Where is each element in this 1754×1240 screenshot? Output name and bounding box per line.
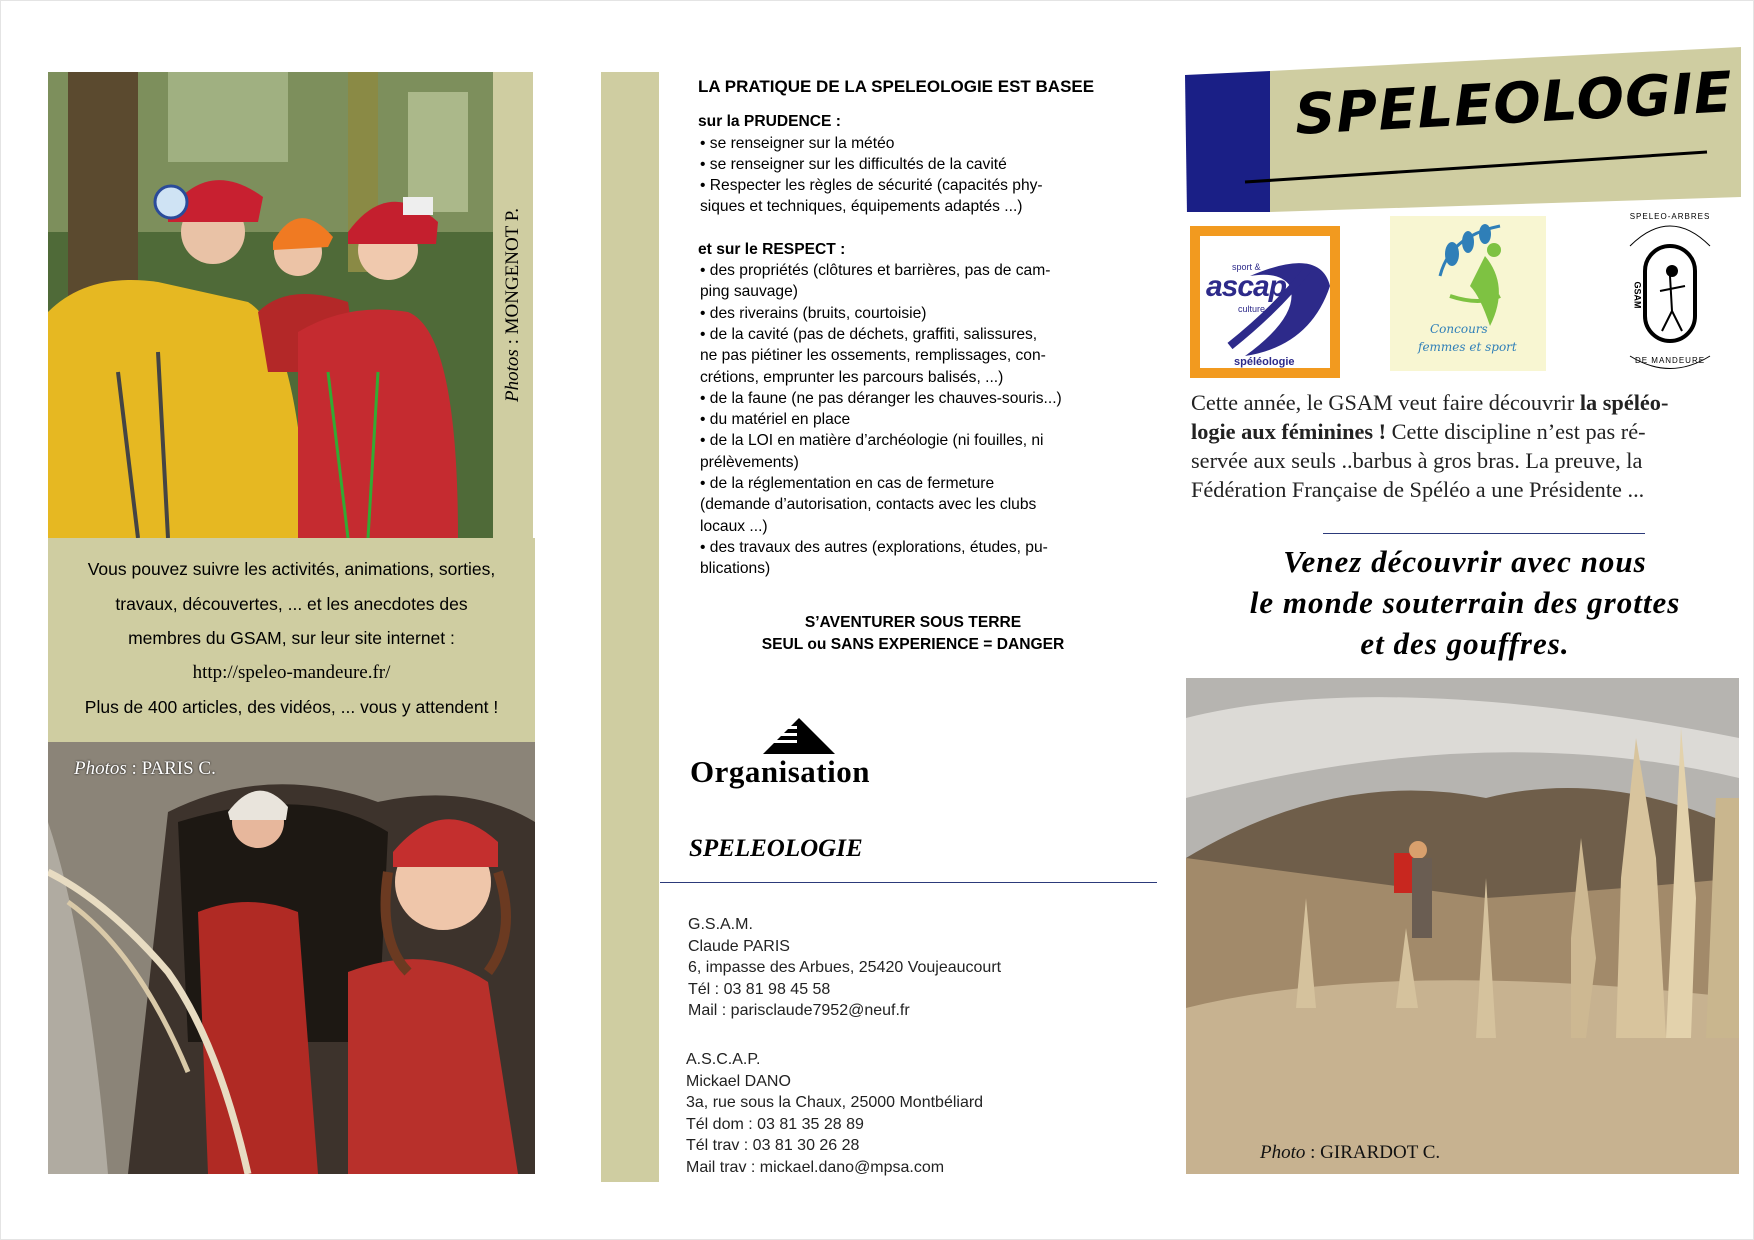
ascap-bottom-text: spéléologie [1234, 356, 1295, 368]
contact-email[interactable]: Mail : parisclaude7952@neuf.fr [688, 1002, 910, 1019]
respect-item: • de la réglementation en cas de fermeture [700, 475, 995, 493]
respect-item: • des propriétés (clôtures et barrières, pas de cam- [700, 262, 1051, 280]
right-divider [1323, 533, 1645, 534]
rules-title: LA PRATIQUE DE LA SPELEOLOGIE EST BASEE [698, 77, 1095, 96]
contact-phone: Tél : 03 81 98 45 58 [688, 980, 831, 998]
respect-item: • de la faune (ne pas déranger les chauves-souris...) [700, 389, 1062, 407]
respect-item: • de la LOI en matière d’archéologie (ni fouilles, ni [700, 432, 1044, 450]
gsam-logo [1610, 206, 1730, 376]
title-banner [1185, 47, 1745, 212]
contact-org: A.S.C.A.P. [686, 1051, 761, 1068]
slogan-line: Venez découvrir avec nous [1283, 544, 1647, 579]
concours-line2: femmes et sport [1418, 340, 1517, 354]
respect-item: prélèvements) [700, 453, 799, 471]
organisation-label: Organisation [690, 754, 870, 789]
prudence-heading: sur la PRUDENCE : [698, 113, 841, 131]
website-url-link[interactable]: http://speleo-mandeure.fr/ [192, 661, 391, 683]
respect-item: • de la cavité (pas de déchets, graffiti, salissures, [700, 325, 1038, 343]
contact-person: Claude PARIS [688, 937, 790, 955]
prudence-item: siques et techniques, équipements adaptés ...) [700, 198, 1023, 216]
respect-heading: et sur le RESPECT : [698, 240, 846, 258]
organisation-speleologie: SPELEOLOGIE [689, 835, 863, 862]
middle-side-bar [601, 72, 659, 1182]
contact-person: Mickael DANO [686, 1072, 791, 1090]
prudence-item: • se renseigner sur les difficultés de la cavité [700, 155, 1007, 173]
cave-stalagmites-photo [1186, 678, 1739, 1174]
respect-item: • du matériel en place [700, 411, 851, 429]
website-text-line: Plus de 400 articles, des vidéos, ... vous y attendent ! [84, 697, 499, 718]
danger-line: SEUL ou SANS EXPERIENCE = DANGER [761, 636, 1065, 653]
gsam-top-text: SPELEO-ARBRES [1629, 212, 1711, 221]
gsam-bottom-text: DE MANDEURE [1634, 356, 1706, 365]
contact-address: 6, impasse des Arbues, 25420 Voujeaucourt [688, 959, 1002, 976]
ascap-top-text: sport & [1232, 262, 1261, 272]
website-info-box [48, 538, 535, 742]
ascap-sub-text: culture [1238, 304, 1266, 314]
slogan [1180, 541, 1750, 664]
middle-divider [660, 882, 1157, 883]
respect-item: ne pas piétiner les ossements, remplissages, con- [700, 347, 1046, 365]
intro-highlight: la spéléo- [1579, 390, 1669, 415]
bottom-photo-credit: Photos : PARIS C. [74, 758, 216, 779]
danger-line: S’AVENTURER SOUS TERRE [804, 614, 1022, 631]
rules-text [698, 76, 1128, 580]
intro-paragraph: Cette année, le GSAM veut faire découvrir la spéléo- logie aux féminines ! Cette discipline n’est pas ré- servée aux seuls ..barbus à gros bras. La preuve, la Fédération Française de Spéléo a une Présidente ... [1191, 390, 1669, 502]
respect-item: blications) [700, 560, 771, 578]
organisation-logo [688, 718, 928, 798]
cave-photo-credit: Photo : GIRARDOT C. [1260, 1142, 1441, 1163]
contact-org: G.S.A.M. [688, 916, 753, 933]
concours-line1: Concours [1430, 322, 1488, 336]
contact-email[interactable]: Mail trav : mickael.dano@mpsa.com [686, 1158, 945, 1176]
prudence-item: • se renseigner sur la météo [700, 134, 895, 152]
respect-item: • des riverains (bruits, courtoisie) [700, 304, 927, 322]
intro-highlight: logie aux féminines ! [1191, 419, 1387, 444]
ascap-word: ascap [1206, 270, 1287, 303]
slogan-line: le monde souterrain des grottes [1249, 585, 1681, 620]
respect-item: crétions, emprunter les parcours balisés, ...) [700, 368, 1004, 386]
ascap-contact [686, 1049, 983, 1178]
gsam-contact [688, 914, 1001, 1022]
respect-item: (demande d’autorisation, contacts avec les clubs [700, 496, 1037, 514]
cavers-tunnel-photo [48, 742, 535, 1174]
contact-phone-home: Tél dom : 03 81 35 28 89 [686, 1115, 864, 1133]
concours-logo [1390, 216, 1546, 371]
contact-phone-work: Tél trav : 03 81 30 26 28 [686, 1137, 860, 1154]
website-text-line: Vous pouvez suivre les activités, animations, sorties, [87, 559, 496, 579]
main-title: SPELEOLOGIE [1293, 60, 1735, 148]
gsam-mid-text: GSAM [1632, 281, 1643, 309]
respect-item: • des travaux des autres (explorations, études, pu- [700, 538, 1048, 556]
respect-item: locaux ...) [700, 517, 768, 535]
contact-address: 3a, rue sous la Chaux, 25000 Montbéliard [686, 1094, 984, 1111]
website-text-line: membres du GSAM, sur leur site internet : [128, 628, 455, 649]
organisation-triangle-icon [763, 718, 835, 754]
respect-item: ping sauvage) [700, 283, 798, 301]
website-text-line: travaux, découvertes, ... et les anecdotes des [115, 593, 468, 614]
prudence-item: • Respecter les règles de sécurité (capacités phy- [700, 177, 1043, 195]
slogan-line: et des gouffres. [1360, 626, 1570, 661]
top-photo-credit: Photos : MONGENOT P. [493, 72, 533, 538]
danger-warning [698, 612, 1128, 656]
cavers-forest-photo [48, 72, 495, 538]
ascap-logo [1190, 226, 1340, 378]
